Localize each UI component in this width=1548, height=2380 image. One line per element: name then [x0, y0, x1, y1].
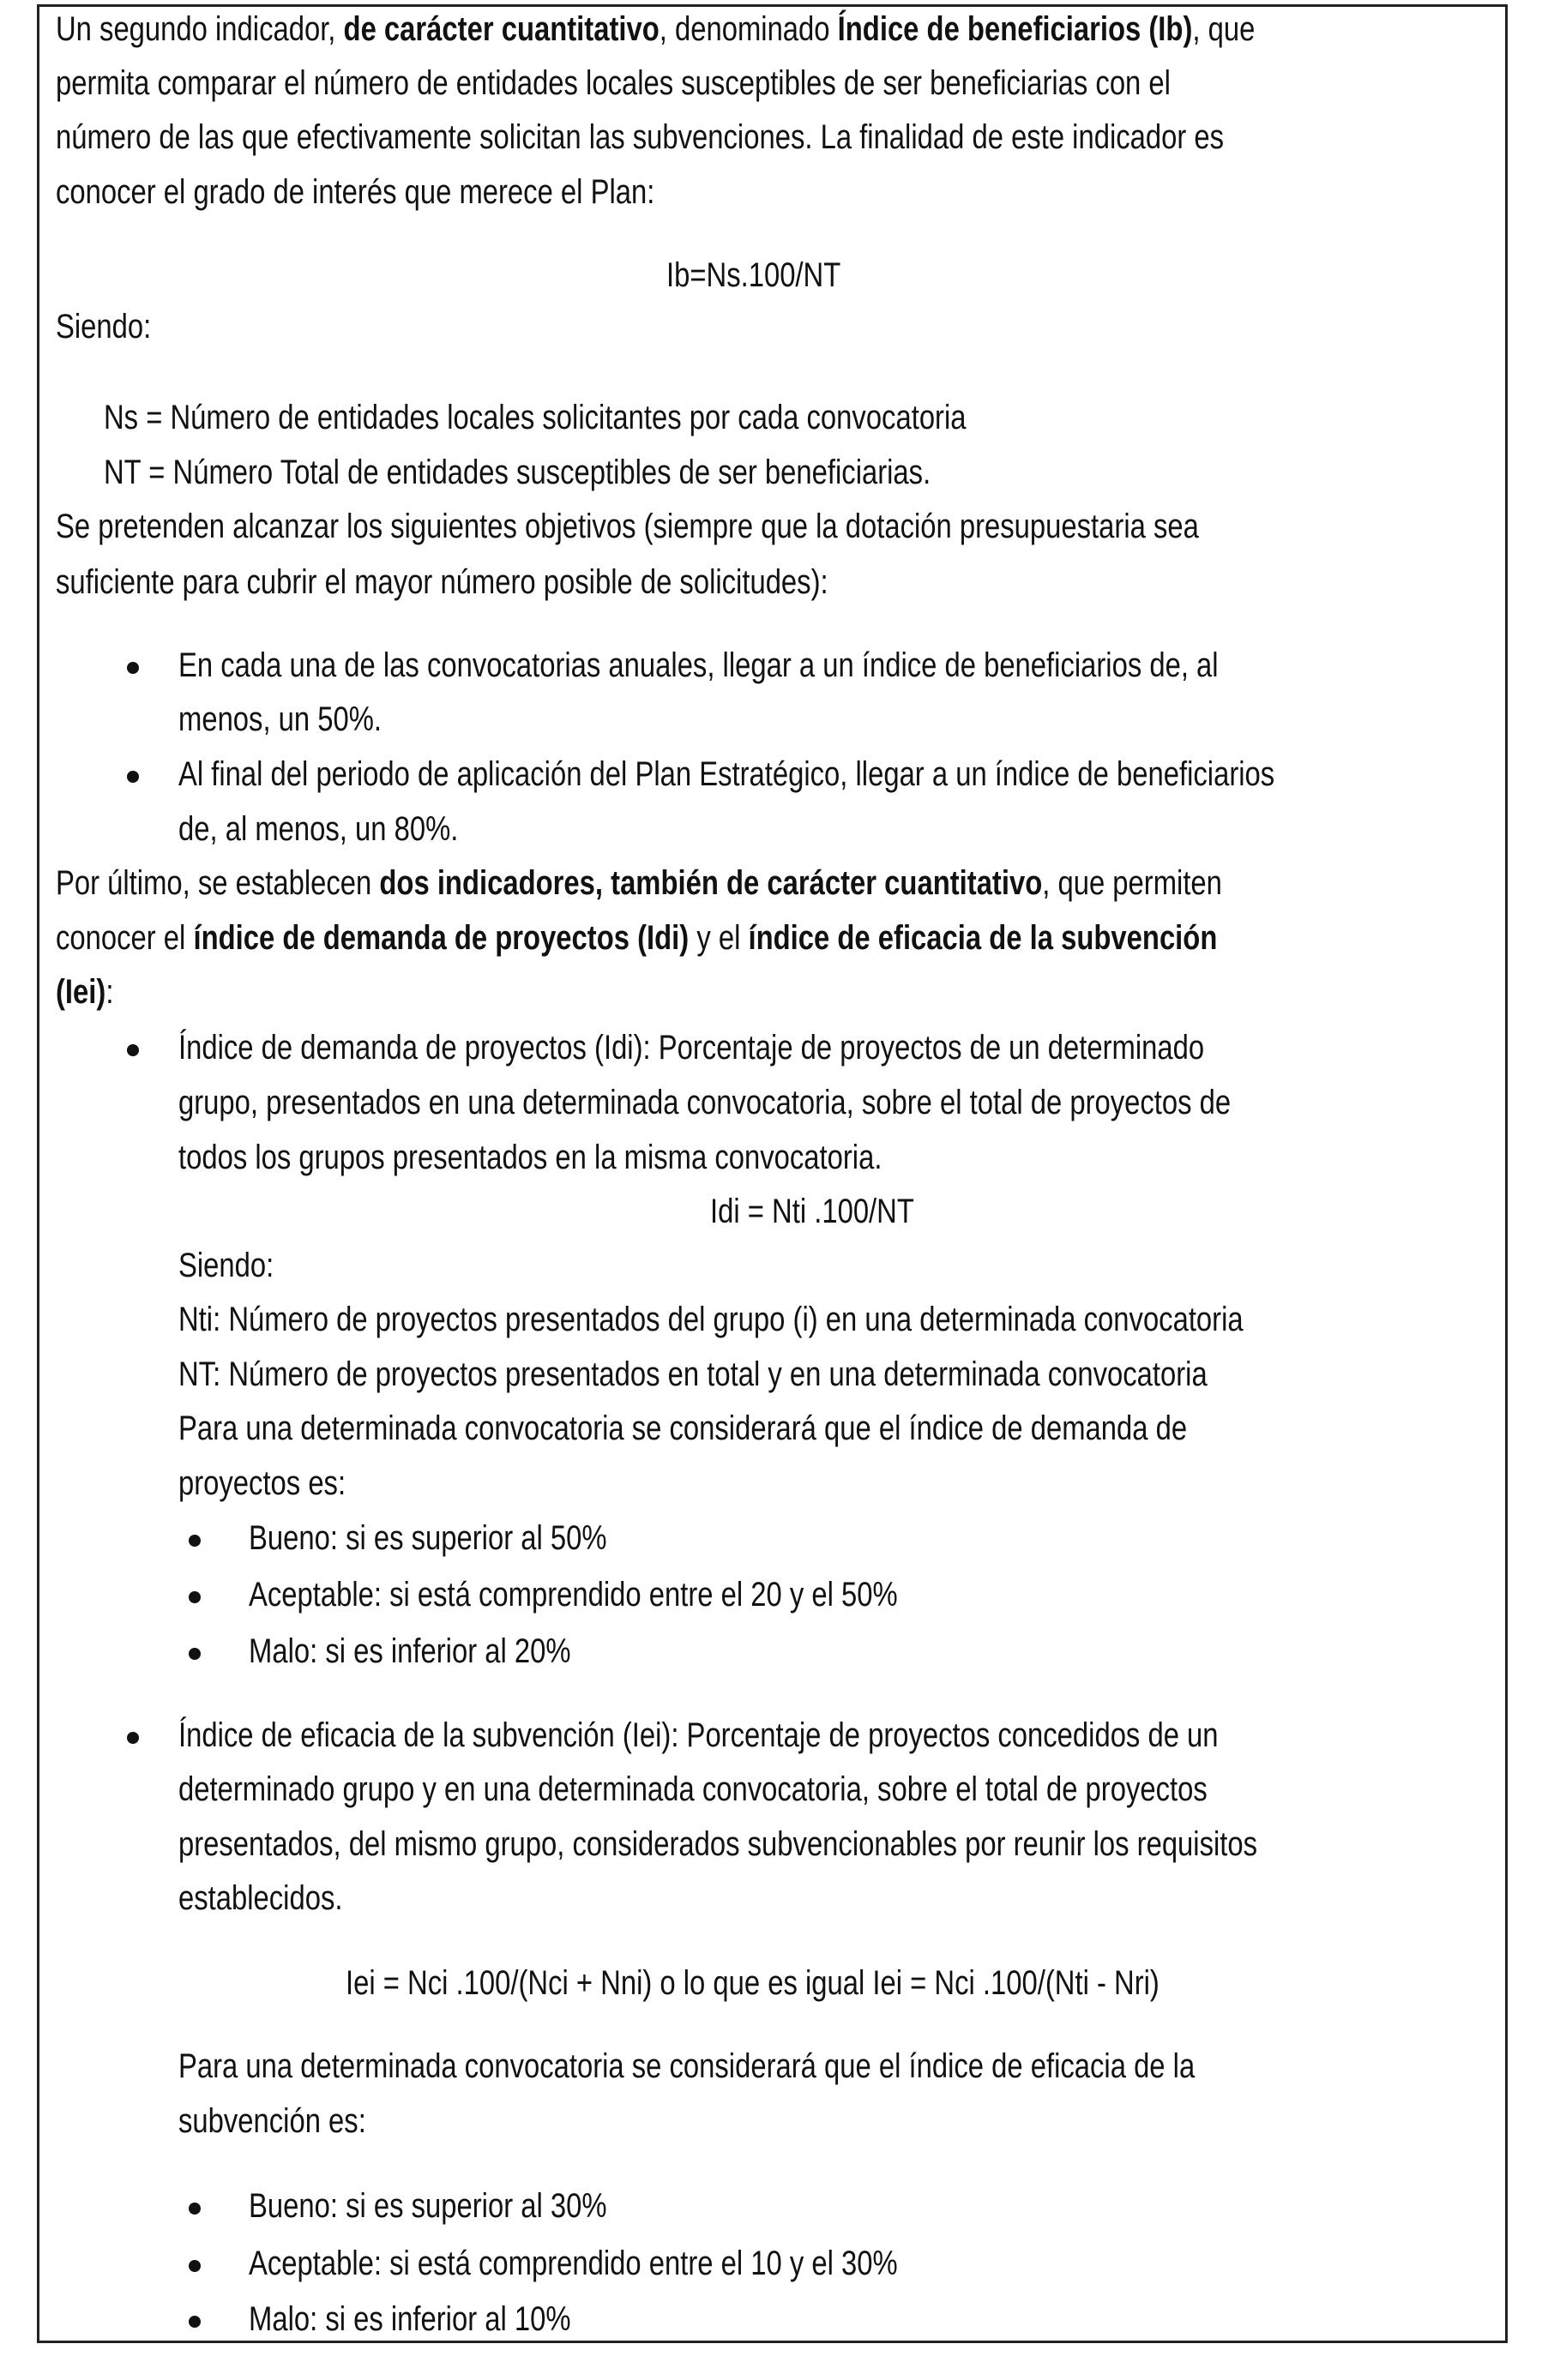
bullet-icon: [189, 2316, 201, 2328]
bullet-icon: [127, 1732, 139, 1744]
list-item: determinado grupo y en una determinada convocatoria, sobre el total de proyectos: [178, 1770, 1208, 1808]
definition-line: Para una determinada convocatoria se considerará que el índice de demanda de: [178, 1409, 1188, 1447]
grade-item: Malo: si es inferior al 20%: [249, 1632, 571, 1670]
definition-line: NT: Número de proyectos presentados en total y en una determinada convocatoria: [178, 1355, 1208, 1393]
definition-line: Para una determinada convocatoria se considerará que el índice de eficacia de la: [178, 2047, 1196, 2085]
bullet-icon: [127, 771, 139, 783]
bullet-icon: [189, 2260, 201, 2272]
formula-idi: Idi = Nti .100/NT: [710, 1193, 914, 1230]
list-item: Índice de eficacia de la subvención (Iei): Porcentaje de proyectos concedidos de un: [178, 1716, 1219, 1754]
paragraph-line: Un segundo indicador, de carácter cuantitativo, denominado Índice de beneficiarios (Ib), que: [56, 10, 1256, 48]
grade-item: Aceptable: si está comprendido entre el 20 y el 50%: [249, 1576, 898, 1614]
formula-ib: Ib=Ns.100/NT: [666, 256, 841, 294]
definition-line: Nti: Número de proyectos presentados del grupo (i) en una determinada convocatoria: [178, 1301, 1244, 1338]
list-item: presentados, del mismo grupo, considerados subvencionables por reunir los requisitos: [178, 1825, 1258, 1863]
siendo-label: Siendo:: [178, 1247, 274, 1284]
paragraph-line: Por último, se establecen dos indicadores, también de carácter cuantitativo, que permiten: [56, 864, 1222, 902]
paragraph-line: conocer el índice de demanda de proyectos (Idi) y el índice de eficacia de la subvención: [56, 919, 1218, 957]
definition-line: subvención es:: [178, 2102, 366, 2140]
grade-item: Bueno: si es superior al 50%: [249, 1519, 607, 1557]
list-item: En cada una de las convocatorias anuales, llegar a un índice de beneficiarios de, al: [178, 646, 1219, 684]
paragraph-line: Se pretenden alcanzar los siguientes objetivos (siempre que la dotación presupuestaria sea: [56, 508, 1199, 545]
list-item: grupo, presentados en una determinada convocatoria, sobre el total de proyectos de: [178, 1084, 1232, 1121]
paragraph-line: permita comparar el número de entidades locales susceptibles de ser beneficiarias con el: [56, 64, 1171, 102]
siendo-label: Siendo:: [56, 308, 152, 346]
paragraph-line: conocer el grado de interés que merece el Plan:: [56, 173, 655, 211]
bullet-icon: [189, 1591, 201, 1603]
grade-item: Bueno: si es superior al 30%: [249, 2187, 607, 2225]
definition-line: proyectos es:: [178, 1464, 346, 1502]
bullet-icon: [189, 2203, 201, 2215]
grade-item: Malo: si es inferior al 10%: [249, 2300, 571, 2338]
bullet-icon: [189, 1535, 201, 1547]
formula-iei: Iei = Nci .100/(Nci + Nni) o lo que es igual Iei = Nci .100/(Nti - Nri): [346, 1964, 1159, 2002]
paragraph-line: suficiente para cubrir el mayor número posible de solicitudes):: [56, 563, 828, 601]
paragraph-line: número de las que efectivamente solicitan las subvenciones. La finalidad de este indicador es: [56, 118, 1225, 156]
bullet-icon: [127, 1044, 139, 1056]
list-item: Al final del periodo de aplicación del Plan Estratégico, llegar a un índice de beneficiarios: [178, 755, 1275, 793]
bullet-icon: [189, 1648, 201, 1660]
grade-item: Aceptable: si está comprendido entre el 10 y el 30%: [249, 2245, 898, 2282]
definition-line: Ns = Número de entidades locales solicitantes por cada convocatoria: [104, 399, 967, 436]
definition-line: NT = Número Total de entidades susceptibles de ser beneficiarias.: [104, 454, 931, 491]
bullet-icon: [127, 662, 139, 674]
list-item: Índice de demanda de proyectos (Idi): Porcentaje de proyectos de un determinado: [178, 1029, 1205, 1067]
paragraph-line: (Iei):: [56, 973, 114, 1011]
list-item: todos los grupos presentados en la misma convocatoria.: [178, 1139, 882, 1176]
list-item: de, al menos, un 80%.: [178, 810, 459, 848]
list-item: establecidos.: [178, 1879, 343, 1917]
list-item: menos, un 50%.: [178, 700, 382, 738]
